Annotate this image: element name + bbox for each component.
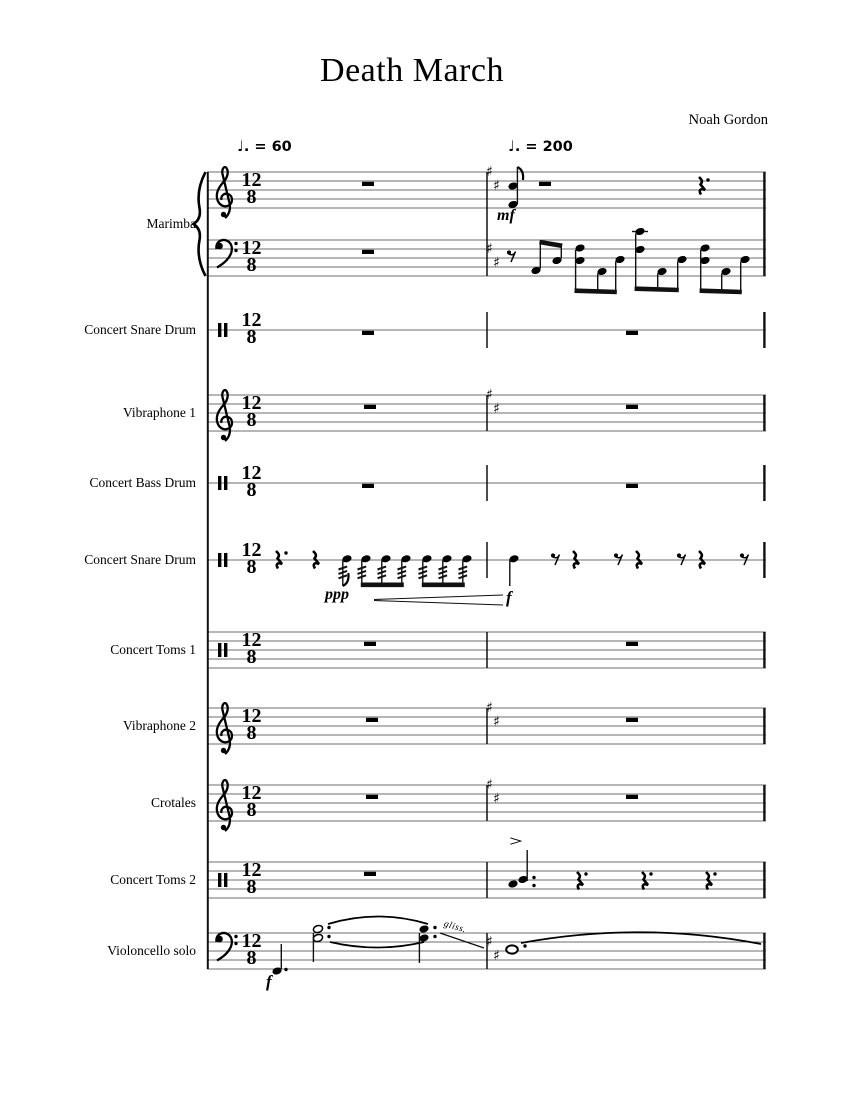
sharp-icon: ♯ [486,164,493,180]
marimba-brace [194,172,206,276]
instrument-label-snare-2: Concert Snare Drum [84,552,196,567]
dynamic-ppp: ppp [325,586,349,603]
instrument-label-crotales: Crotales [151,795,196,810]
dynamic-f-snare: f [506,588,512,607]
instrument-label-vibraphone-1: Vibraphone 1 [122,405,196,420]
time-signature-upper: 12 [241,930,262,952]
sharp-icon: ♯ [493,947,500,964]
instrument-label-marimba: Marimba [146,216,196,231]
sharp-icon: ♯ [493,177,500,194]
time-signature-lower: 8 [246,479,257,501]
sharp-icon: ♯ [486,700,493,716]
sharp-icon: ♯ [486,241,493,257]
gliss-label: gliss. [442,919,468,936]
instrument-label-bass-drum: Concert Bass Drum [89,475,196,490]
time-signature-lower: 8 [246,646,257,668]
instrument-label-vibraphone-2: Vibraphone 2 [122,718,196,733]
time-signature-lower: 8 [246,409,257,431]
time-signature-upper: 12 [241,309,262,331]
dynamic-mf: mf [497,207,515,224]
page-title: Death March [320,52,504,89]
sharp-icon: ♯ [486,777,493,793]
instrument-label-cello: Violoncello solo [107,943,196,958]
time-signature-lower: 8 [246,326,257,348]
time-signature-upper: 12 [241,705,262,727]
tempo-marking-1: ♩. = 60 [237,139,292,155]
time-signature-upper: 12 [241,629,262,651]
time-signature-upper: 12 [241,169,262,191]
tempo-marking-2: ♩. = 200 [508,139,573,155]
sharp-icon: ♯ [493,400,500,417]
time-signature-upper: 12 [241,392,262,414]
snare-roll-notes [276,551,749,605]
marimba-treble-notes [507,167,709,209]
cello-notes [271,917,761,976]
time-signature-upper: 12 [241,859,262,881]
time-signature-upper: 12 [241,539,262,561]
sharp-icon: ♯ [486,934,493,950]
sharp-icon: ♯ [493,713,500,730]
instrument-label-toms-1: Concert Toms 1 [110,642,196,657]
marimba-bass-notes [507,227,751,292]
accent-icon: > [509,834,523,850]
composer-credit: Noah Gordon [688,112,768,128]
sharp-icon: ♯ [493,254,500,271]
time-signature-lower: 8 [246,876,257,898]
time-signature-upper: 12 [241,782,262,804]
time-signature-lower: 8 [246,799,257,821]
sharp-icon: ♯ [493,790,500,807]
dynamic-f-cello: f [266,972,272,991]
time-signature-lower: 8 [246,254,257,276]
barlines [194,169,765,969]
time-signature-upper: 12 [241,462,262,484]
time-signature-lower: 8 [246,556,257,578]
time-signature-lower: 8 [246,722,257,744]
time-signature-lower: 8 [246,947,257,969]
sharp-icon: ♯ [486,387,493,403]
instrument-label-snare-1: Concert Snare Drum [84,322,196,337]
time-signature-upper: 12 [241,237,262,259]
whole-rests [362,182,638,876]
time-signature-lower: 8 [246,186,257,208]
instrument-label-toms-2: Concert Toms 2 [110,872,196,887]
toms-2-notes [507,850,716,890]
